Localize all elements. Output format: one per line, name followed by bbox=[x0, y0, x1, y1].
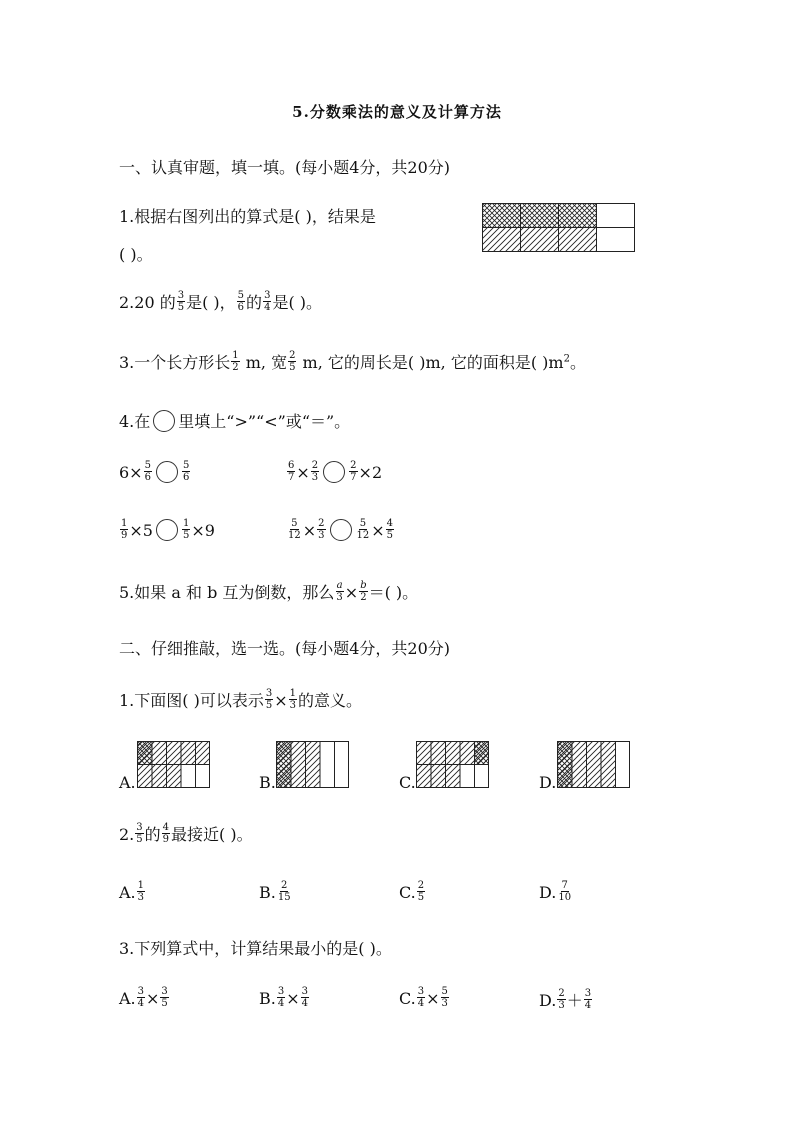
fraction: $\frac{3}{4}$ bbox=[417, 986, 425, 1009]
m2: 2. $\frac{3}{5}$ 的 $\frac{4}{9}$ 最接近( )。 bbox=[119, 822, 253, 845]
fraction: $\frac{3}{4}$ bbox=[584, 988, 592, 1011]
m3: 3.下列算式中，计算结果最小的是( )。 bbox=[119, 939, 392, 958]
m1-figure-b bbox=[276, 741, 350, 789]
fraction: $\frac{5}{3}$ bbox=[441, 986, 448, 1009]
fraction: $\frac{3}{5}$ bbox=[136, 822, 143, 845]
m1-figure-d bbox=[557, 741, 631, 789]
fraction: $\frac{3}{5}$ bbox=[177, 290, 185, 313]
m3-option-a[interactable]: A. $\frac{3}{4}$ × $\frac{3}{5}$ bbox=[119, 986, 168, 1009]
fraction: $\frac{2}{3}$ bbox=[318, 518, 325, 541]
fraction: $\frac{7}{10}$ bbox=[558, 880, 572, 903]
m3-option-d[interactable]: D. $\frac{2}{3}$ ＋ $\frac{3}{4}$ bbox=[539, 988, 592, 1011]
fraction: $\frac{1}{9}$ bbox=[121, 518, 128, 541]
fraction: $\frac{1}{3}$ bbox=[289, 688, 296, 711]
fraction: $\frac{2}{3}$ bbox=[311, 460, 319, 483]
m2-option-d[interactable]: D. $\frac{7}{10}$ bbox=[539, 880, 572, 903]
fraction: $\frac{2}{7}$ bbox=[350, 460, 357, 483]
fraction: $\frac{b}{2}$ bbox=[360, 580, 367, 603]
q4-row1-b: $\frac{6}{7}$ × $\frac{2}{3}$ $\frac{2}{7}$ ×2 bbox=[288, 460, 383, 483]
q1-line1: 1.根据右图列出的算式是( )，结果是 bbox=[119, 207, 376, 226]
fraction: $\frac{1}{3}$ bbox=[137, 880, 145, 903]
compare-circle bbox=[153, 410, 175, 432]
fraction: $\frac{3}{4}$ bbox=[264, 290, 271, 313]
page-title: 5.分数乘法的意义及计算方法 bbox=[292, 103, 502, 121]
q5: 5.如果 a 和 b 互为倒数，那么 $\frac{a}{3}$ × $\frac{b}{2}$ ＝( )。 bbox=[119, 580, 419, 603]
fraction: $\frac{5}{6}$ bbox=[237, 290, 245, 313]
compare-circle[interactable] bbox=[330, 519, 352, 541]
m2-option-c[interactable]: C. $\frac{2}{5}$ bbox=[399, 880, 425, 903]
fraction: $\frac{5}{6}$ bbox=[182, 460, 190, 483]
fraction: $\frac{3}{4}$ bbox=[137, 986, 145, 1009]
fraction: $\frac{2}{5}$ bbox=[417, 880, 425, 903]
m1-option-b-label[interactable]: B. bbox=[259, 773, 276, 792]
q4-row1-a: 6× $\frac{5}{6}$ $\frac{5}{6}$ bbox=[119, 460, 190, 483]
fraction: $\frac{1}{5}$ bbox=[182, 518, 190, 541]
m1-option-a-label[interactable]: A. bbox=[119, 773, 136, 792]
fraction: $\frac{a}{3}$ bbox=[336, 580, 343, 603]
compare-circle[interactable] bbox=[156, 461, 178, 483]
fraction: $\frac{3}{4}$ bbox=[277, 986, 285, 1009]
m3-option-b[interactable]: B. $\frac{3}{4}$ × $\frac{3}{4}$ bbox=[259, 986, 308, 1009]
m1-option-d-label[interactable]: D. bbox=[539, 773, 557, 792]
q4-row2-a: $\frac{1}{9}$ ×5 $\frac{1}{5}$ ×9 bbox=[121, 518, 215, 541]
section-2-heading: 二、仔细推敲，选一选。(每小题4分，共20分) bbox=[119, 639, 451, 658]
q4-row2-b: $\frac{5}{12}$ × $\frac{2}{3}$ $\frac{5}{12}$ × $\frac{4}{5}$ bbox=[288, 518, 394, 541]
q2: 2.20 的 $\frac{3}{5}$ 是( )， $\frac{5}{6}$ 的 $\frac{3}{4}$ 是( )。 bbox=[119, 290, 323, 313]
fraction: $\frac{2}{5}$ bbox=[289, 350, 296, 373]
fraction: $\frac{6}{7}$ bbox=[288, 460, 295, 483]
fraction: $\frac{4}{9}$ bbox=[162, 822, 170, 845]
m1-figure-a bbox=[137, 741, 211, 789]
m2-option-a[interactable]: A. $\frac{1}{3}$ bbox=[119, 880, 145, 903]
fraction: $\frac{3}{5}$ bbox=[265, 688, 273, 711]
m3-option-c[interactable]: C. $\frac{3}{4}$ × $\frac{5}{3}$ bbox=[399, 986, 448, 1009]
m1-figure-c bbox=[416, 741, 490, 789]
fraction: $\frac{4}{5}$ bbox=[386, 518, 394, 541]
fraction: $\frac{3}{4}$ bbox=[301, 986, 308, 1009]
section-1-heading: 一、认真审题，填一填。(每小题4分，共20分) bbox=[119, 158, 451, 177]
fraction: $\frac{3}{5}$ bbox=[161, 986, 168, 1009]
fraction: $\frac{2}{15}$ bbox=[277, 880, 291, 903]
fraction: $\frac{1}{2}$ bbox=[232, 350, 239, 373]
compare-circle[interactable] bbox=[156, 519, 178, 541]
compare-circle[interactable] bbox=[323, 461, 345, 483]
fraction: $\frac{5}{12}$ bbox=[288, 518, 301, 541]
fraction: $\frac{5}{6}$ bbox=[144, 460, 151, 483]
q1-figure bbox=[482, 203, 636, 253]
fraction: $\frac{2}{3}$ bbox=[558, 988, 565, 1011]
q4-intro: 4.在 里填上“>”“<”或“＝”。 bbox=[119, 409, 350, 434]
m1-option-c-label[interactable]: C. bbox=[399, 773, 416, 792]
m2-option-b[interactable]: B. $\frac{2}{15}$ bbox=[259, 880, 291, 903]
fraction: $\frac{5}{12}$ bbox=[356, 518, 370, 541]
q1-line2: ( )。 bbox=[119, 245, 153, 264]
m1: 1.下面图( )可以表示 $\frac{3}{5}$ × $\frac{1}{3}$ 的意义。 bbox=[119, 688, 363, 711]
q3: 3.一个长方形长 $\frac{1}{2}$ m, 宽 $\frac{2}{5}$ m, 它的周长是( )m, 它的面积是( )$m^2$。 bbox=[119, 350, 586, 373]
